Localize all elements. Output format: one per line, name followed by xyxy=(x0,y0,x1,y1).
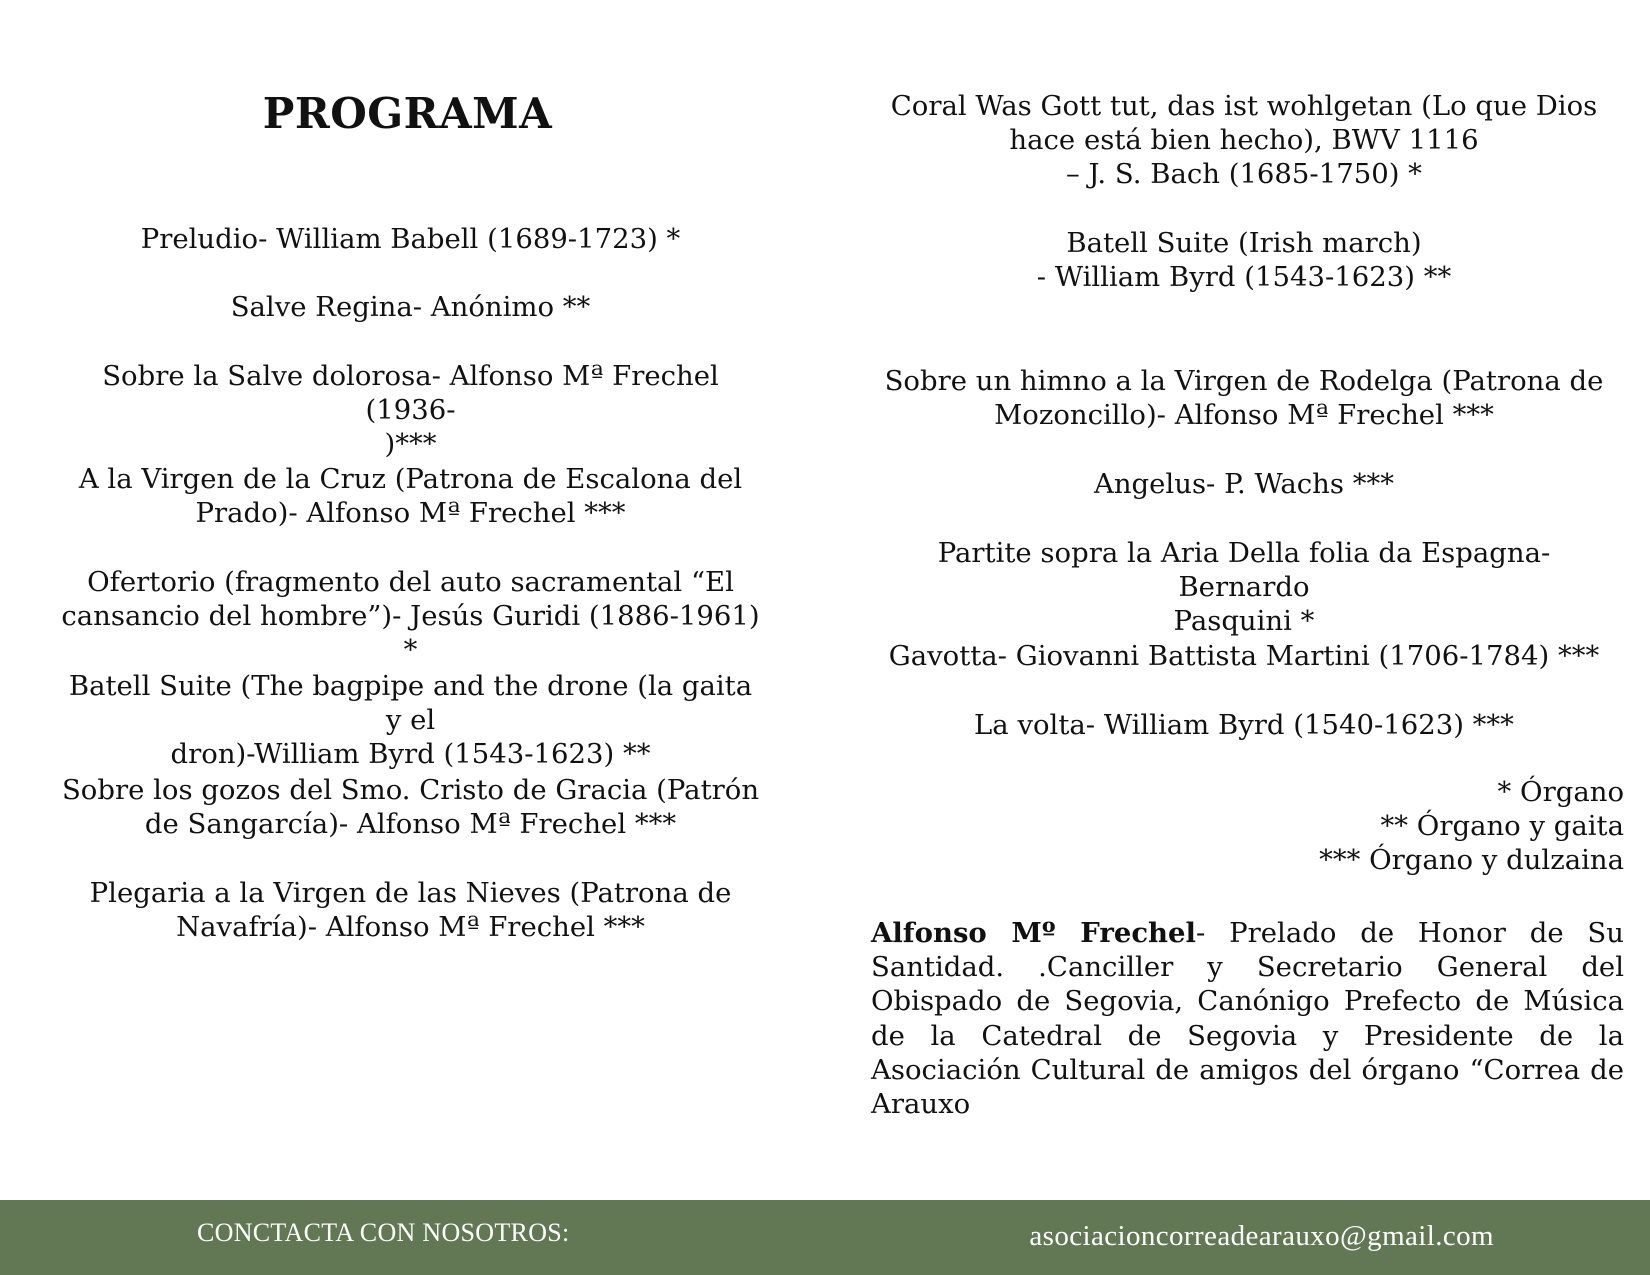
program-item: Gavotta- Giovanni Battista Martini (1706-1784) *** xyxy=(888,640,1600,672)
program-item: Preludio- William Babell (1689-1723) * xyxy=(140,223,681,255)
legend-organ: * Órgano xyxy=(1497,776,1624,808)
footer-email-link[interactable]: asociacioncorreadearauxo@gmail.com xyxy=(1029,1220,1494,1252)
page-title: PROGRAMA xyxy=(262,89,553,138)
program-item: Sobre la Salve dolorosa- Alfonso Mª Frechel (1936- )*** xyxy=(102,360,719,460)
program-item: Partite sopra la Aria Della folia da Espagna- Bernardo Pasquini * xyxy=(937,537,1551,637)
program-item: Plegaria a la Virgen de las Nieves (Patrona de Navafría)- Alfonso Mª Frechel *** xyxy=(89,877,732,943)
legend-organ-dulzaina: *** Órgano y dulzaina xyxy=(1319,844,1624,876)
bio-paragraph xyxy=(871,916,1624,1121)
program-item: Batell Suite (The bagpipe and the drone (la gaita y el dron)-William Byrd (1543-1623) ** xyxy=(68,670,753,770)
legend-organ-bagpipe: ** Órgano y gaita xyxy=(1380,810,1624,842)
program-item: Batell Suite (Irish march) - William Byrd (1543-1623) ** xyxy=(1036,227,1452,293)
bio-name: Alfonso Mº Frechel xyxy=(871,917,1196,949)
program-item: Sobre un himno a la Virgen de Rodelga (Patrona de Mozoncillo)- Alfonso Mª Frechel *** xyxy=(884,365,1604,431)
footer-bar xyxy=(0,1200,1650,1275)
program-item: Sobre los gozos del Smo. Cristo de Gracia (Patrón de Sangarcía)- Alfonso Mª Frechel *** xyxy=(61,774,760,840)
program-item: La volta- William Byrd (1540-1623) *** xyxy=(974,709,1514,741)
program-item: Ofertorio (fragmento del auto sacramental “El cansancio del hombre”)- Jesús Guridi (1886-1961) * xyxy=(61,566,760,666)
program-item: Angelus- P. Wachs *** xyxy=(1093,468,1394,500)
program-item: Salve Regina- Anónimo ** xyxy=(230,291,591,323)
footer-contact-label: CONCTACTA CON NOSOTROS: xyxy=(197,1218,570,1247)
bio-text: - Prelado de Honor de Su Santidad. .Canciller y Secretario General del Obispado de Segovia, Canónigo Prefecto de Música de la Catedral de Segovia y Presidente de la Asociación Cultural de amigos del órgano “Correa de Arauxo xyxy=(871,917,1624,1121)
program-item: Coral Was Gott tut, das ist wohlgetan (Lo que Dios hace está bien hecho), BWV 1116 – J. S. Bach (1685-1750) * xyxy=(890,90,1598,190)
program-item: A la Virgen de la Cruz (Patrona de Escalona del Prado)- Alfonso Mª Frechel *** xyxy=(78,463,743,529)
